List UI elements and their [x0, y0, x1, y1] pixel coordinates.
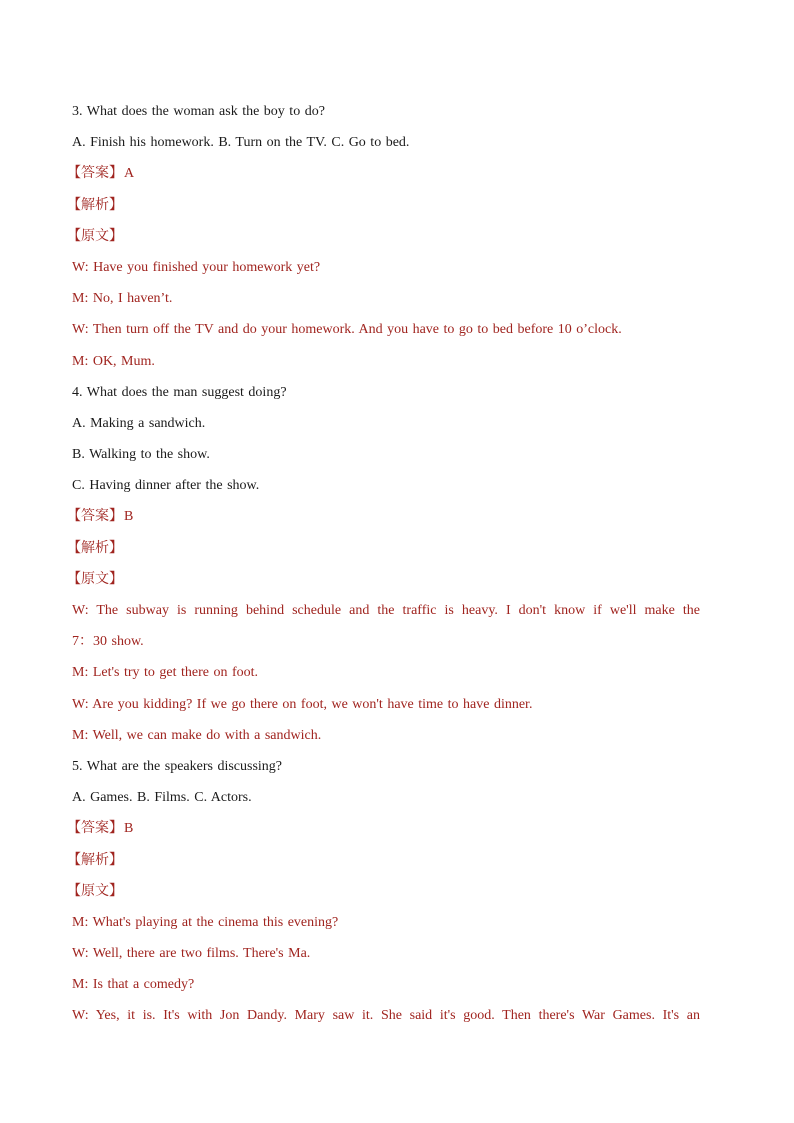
transcript-line: W: Then turn off the TV and do your homework. And you have to go to bed before 10 o’clock.	[72, 322, 622, 338]
transcript-line: W: Yes, it is. It's with Jon Dandy. Mary saw it. She said it's good. Then there's War Games. It's an	[72, 1008, 700, 1024]
question-3-transcript-label: 【原文】	[67, 228, 123, 244]
document-page	[67, 101, 722, 1037]
question-5-options: A. Games. B. Films. C. Actors.	[72, 790, 252, 806]
transcript-line: M: Well, we can make do with a sandwich.	[72, 727, 322, 743]
question-3: 3. What does the woman ask the boy to do?	[72, 104, 325, 119]
answer-label: 【答案】	[67, 166, 123, 182]
question-3-options: A. Finish his homework. B. Turn on the TV. C. Go to bed.	[72, 135, 410, 151]
question-4-option-b: B. Walking to the show.	[72, 447, 210, 463]
answer-value: B	[124, 821, 134, 837]
question-3-analysis-label: 【解析】	[67, 197, 123, 213]
transcript-line: M: Let's try to get there on foot.	[72, 665, 259, 681]
question-4-answer	[67, 506, 722, 537]
question-3-answer	[67, 163, 722, 194]
transcript-line: W: The subway is running behind schedule and the traffic is heavy. I don't know if we'll make the	[72, 603, 700, 618]
question-5-analysis-label: 【解析】	[67, 852, 123, 868]
answer-value: B	[124, 509, 134, 525]
transcript-line: M: Is that a comedy?	[72, 977, 195, 993]
transcript-line: W: Have you finished your homework yet?	[72, 259, 321, 275]
answer-label: 【答案】	[67, 821, 123, 837]
question-4-option-c: C. Having dinner after the show.	[72, 478, 260, 494]
question-5-answer	[67, 818, 722, 849]
transcript-line: M: No, I haven’t.	[72, 291, 173, 307]
transcript-line: W: Well, there are two films. There's Ma.	[72, 946, 311, 962]
question-5: 5. What are the speakers discussing?	[72, 758, 283, 774]
transcript-line: W: Are you kidding? If we go there on foot, we won't have time to have dinner.	[72, 696, 533, 712]
question-4-option-a: A. Making a sandwich.	[72, 415, 206, 431]
question-4-analysis-label: 【解析】	[67, 540, 123, 556]
transcript-line: M: What's playing at the cinema this evening?	[72, 914, 339, 930]
question-4-transcript-label: 【原文】	[67, 571, 123, 587]
question-4: 4. What does the man suggest doing?	[72, 384, 287, 400]
answer-label: 【答案】	[67, 509, 123, 525]
answer-value: A	[124, 166, 135, 182]
transcript-line: 7：30 show.	[72, 634, 144, 650]
transcript-line: M: OK, Mum.	[72, 353, 155, 369]
question-5-transcript-label: 【原文】	[67, 883, 123, 899]
